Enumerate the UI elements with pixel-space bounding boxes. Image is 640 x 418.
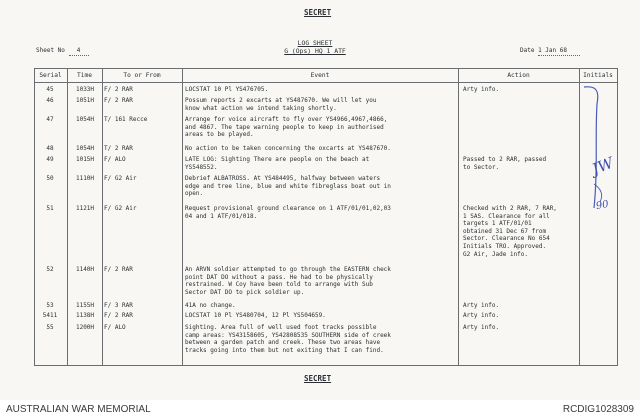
action-line: Arty info.	[463, 86, 500, 93]
col-divider	[67, 68, 68, 365]
col-divider	[182, 68, 183, 365]
action-line: targets 1 ATF/01/01	[463, 220, 532, 228]
row-tofrom: F/ G2 Air	[104, 175, 137, 182]
event-line: Debrief ALBATROSS. At YS484495, halfway between waters	[185, 175, 381, 182]
col-header-serial: Serial	[39, 72, 62, 79]
row-tofrom: F/ 2 RAR	[104, 86, 133, 93]
event-line: LOCSTAT 10 Pl YS476705.	[185, 86, 269, 93]
event-line: YS548552.	[185, 163, 218, 171]
row-time: 1121H	[75, 205, 95, 212]
event-line: know what action we intend taking shortly.	[185, 104, 337, 112]
event-line: Possum reports 2 excarts at YS487670. We will let you	[185, 97, 377, 104]
row-serial: 5411	[42, 312, 58, 319]
col-divider	[34, 68, 35, 365]
row-time: 1110H	[75, 175, 95, 182]
row-tofrom: F/ 2 RAR	[104, 97, 133, 104]
action-line: obtained 31 Dec 67 from	[463, 227, 547, 235]
row-event	[185, 324, 455, 354]
archive-name: AUSTRALIAN WAR MEMORIAL	[6, 404, 151, 415]
action-line: G2 Air, Jade info.	[463, 250, 529, 258]
secret-footer: SECRET	[304, 374, 332, 383]
row-time: 1054H	[75, 145, 95, 152]
event-line: and 4867. The tape warning people to keep in authorised	[185, 123, 384, 131]
table-bottom-border	[34, 365, 618, 366]
sheet-number-label: Sheet No 4	[36, 47, 89, 56]
sheet-number-value: 4	[69, 47, 89, 56]
row-serial: 51	[46, 205, 54, 212]
archive-footer	[0, 400, 640, 418]
table-top-border	[34, 68, 618, 69]
event-line: LATE LOG: Sighting There are people on the beach at	[185, 156, 370, 163]
row-time: 1138H	[75, 312, 95, 319]
secret-header: SECRET	[304, 8, 332, 17]
row-time: 1140H	[75, 266, 95, 273]
row-tofrom: F/ ALO	[104, 324, 126, 331]
col-divider	[617, 68, 618, 365]
action-line: Checked with 2 RAR, 7 RAR,	[463, 205, 557, 212]
row-action	[463, 156, 581, 171]
action-line: Arty info.	[463, 312, 500, 319]
row-event	[185, 145, 455, 153]
row-serial: 53	[46, 302, 54, 309]
row-event	[185, 266, 455, 296]
row-time: 1033H	[75, 86, 95, 93]
action-line: to Sector.	[463, 163, 500, 171]
row-event	[185, 205, 455, 220]
unit-title: G (Ops) HQ 1 ATF	[284, 47, 346, 55]
row-time: 1015H	[75, 156, 95, 163]
row-serial: 48	[46, 145, 54, 152]
row-serial: 46	[46, 97, 54, 104]
row-event	[185, 156, 455, 171]
event-line: Arrange for voice aircraft to fly over YS4966,4967,4866,	[185, 116, 388, 123]
row-tofrom: F/ ALO	[104, 156, 126, 163]
event-line: areas to be played.	[185, 131, 254, 139]
date-value: 1 Jan 68	[538, 47, 580, 56]
row-time: 1155H	[75, 302, 95, 309]
event-line: restrained. W Coy have been told to arrange with Sub	[185, 281, 373, 289]
action-line: Initials TRO. Approved.	[463, 242, 547, 250]
event-line: Sector DAT DO to pick soldier up.	[185, 288, 305, 296]
event-line: open.	[185, 190, 204, 198]
date-label: Date 1 Jan 68	[520, 47, 580, 56]
row-action	[463, 312, 581, 320]
row-serial: 50	[46, 175, 54, 182]
row-event	[185, 175, 455, 198]
row-action	[463, 86, 581, 94]
row-serial: 52	[46, 266, 54, 273]
row-event	[185, 116, 455, 139]
row-serial: 49	[46, 156, 54, 163]
col-header-tofrom: To or From	[123, 72, 161, 79]
initials-pen-marks	[580, 84, 616, 214]
row-tofrom: F/ G2 Air	[104, 205, 137, 212]
row-tofrom: F/ 2 RAR	[104, 312, 133, 319]
row-event	[185, 302, 455, 310]
row-time: 1200H	[75, 324, 95, 331]
action-line: 1 SAS. Clearance for all	[463, 212, 550, 220]
action-line: Sector. Clearance No 654	[463, 235, 550, 243]
row-serial: 55	[46, 324, 54, 331]
event-line: between a garden patch and creek. These two areas have	[185, 339, 381, 347]
row-event	[185, 312, 455, 320]
row-event	[185, 97, 455, 112]
row-tofrom: F/ 2 RAR	[104, 266, 133, 273]
col-divider	[102, 68, 103, 365]
action-line: Passed to 2 RAR, passed	[463, 156, 547, 163]
col-header-action: Action	[507, 72, 530, 79]
event-line: No action to be taken concerning the oxcarts at YS487670.	[185, 145, 391, 152]
event-line: point DAT DO without a pass. He had to be physically	[185, 273, 373, 281]
row-time: 1051H	[75, 97, 95, 104]
event-line: Request provisional ground clearance on 1 ATF/01/01,02,03	[185, 205, 391, 212]
col-divider	[458, 68, 459, 365]
handwritten-initials: JW	[589, 153, 617, 179]
row-serial: 47	[46, 116, 54, 123]
handwritten-number: 90	[595, 198, 610, 213]
row-action	[463, 324, 581, 332]
col-header-initials: Initials	[583, 72, 613, 79]
row-action	[463, 205, 581, 258]
action-line: Arty info.	[463, 302, 500, 309]
event-line: camp areas: YS43158605, YS42808535 SOUTHERN side of creek	[185, 331, 391, 339]
event-line: LOCSTAT 10 Pl YS480704, 12 Pl YS504659.	[185, 312, 326, 319]
archive-id: RCDIG1028309	[562, 404, 634, 415]
event-line: Sighting. Area full of well used foot tracks possible	[185, 324, 377, 331]
event-line: 04 and 1 ATF/01/018.	[185, 212, 258, 220]
row-serial: 45	[46, 86, 54, 93]
event-line: edge and tree line, blue and white fibreglass boat out in	[185, 182, 391, 190]
col-header-event: Event	[310, 72, 330, 79]
event-line: An ARVN soldier attempted to go through the EASTERN check	[185, 266, 391, 273]
col-header-time: Time	[77, 72, 92, 79]
row-tofrom: T/ 161 Recce	[104, 116, 148, 123]
row-tofrom: T/ 2 RAR	[104, 145, 133, 152]
action-line: Arty info.	[463, 324, 500, 331]
event-line: tracks going into them but not exiting that I can find.	[185, 346, 384, 354]
event-line: 41A no change.	[185, 302, 236, 309]
row-action	[463, 302, 581, 310]
table-header-border	[34, 82, 618, 83]
row-event	[185, 86, 455, 94]
log-sheet-title: LOG SHEET	[297, 39, 333, 47]
row-time: 1054H	[75, 116, 95, 123]
row-tofrom: F/ 3 RAR	[104, 302, 133, 309]
